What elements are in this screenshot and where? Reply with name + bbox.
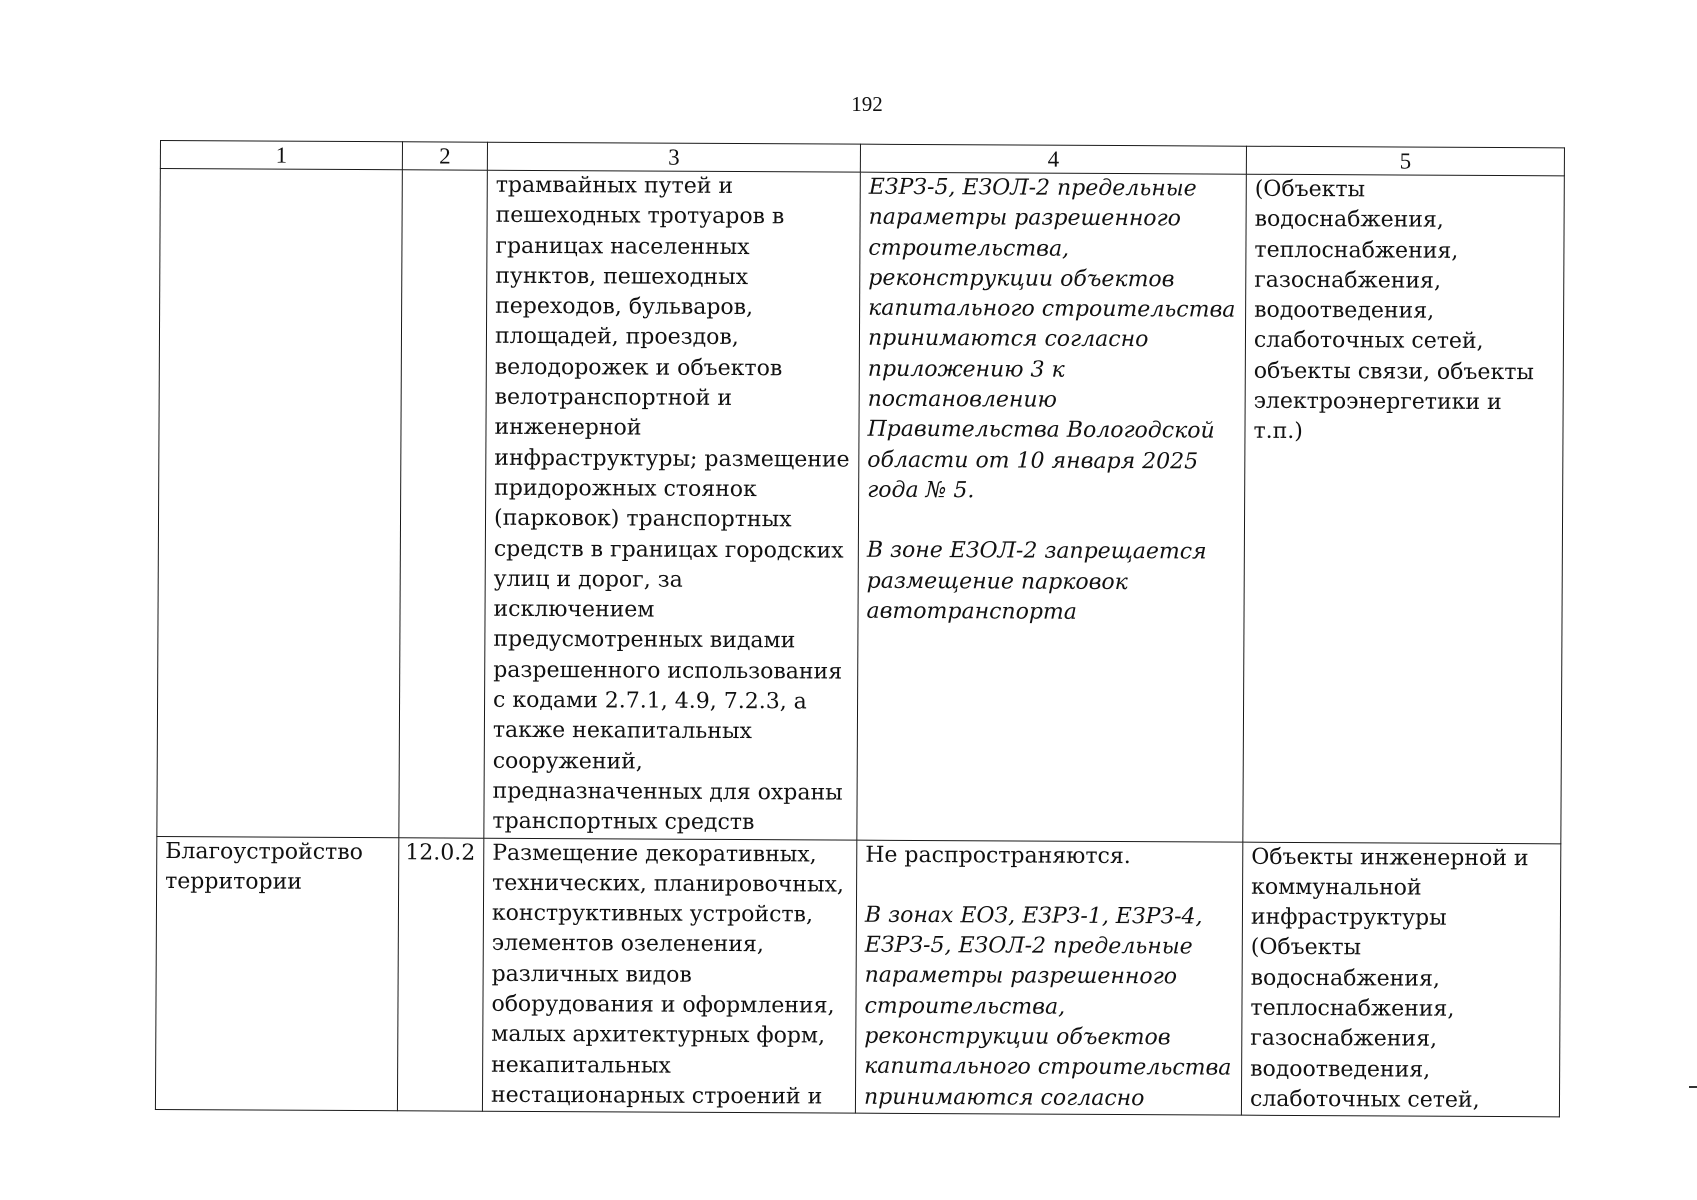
- use-code-cell: [399, 170, 487, 838]
- use-code-cell: 12.0.2: [397, 837, 483, 1111]
- column-header: 4: [860, 144, 1246, 174]
- use-name-cell: Благоустройство территории: [155, 836, 398, 1111]
- parameters-cell: [855, 840, 1242, 1116]
- table-row: [157, 169, 1564, 844]
- zoning-table: [155, 140, 1565, 1118]
- table-row: [155, 836, 1560, 1117]
- margin-mark: [1689, 1086, 1697, 1088]
- column-header: 1: [160, 141, 402, 170]
- column-header: 3: [487, 142, 860, 172]
- parameters-paragraph: Не распространяются.: [865, 842, 1131, 869]
- parameters-cell: [857, 172, 1246, 842]
- page-number: 192: [851, 92, 883, 116]
- column-header: 2: [402, 142, 487, 170]
- use-name-cell: [157, 169, 402, 838]
- use-description-cell: Размещение декоративных, технических, планировочных, конструктивных устройств, элементов озеленения, различных видов оборудования и оформления, малых архитектурных форм, некапитальных нестационарных строений и: [482, 838, 856, 1114]
- objects-cell: (Объекты водоснабжения, теплоснабжения, газоснабжения, водоотведения, слаботочных сетей, объекты связи, объекты электроэнергетики и т.п.): [1243, 174, 1564, 843]
- parameters-paragraph: ЕЗРЗ-5, ЕЗОЛ-2 предельные параметры разрешенного строительства, реконструкции объектов капитального строительства принимаются согласно приложению 3 к постановлению Правительства Вологодской области от 10 января 2025 года № 5.: [867, 174, 1236, 504]
- column-header: 5: [1246, 146, 1564, 176]
- parameters-paragraph: В зонах ЕОЗ, ЕЗРЗ-1, ЕЗРЗ-4, ЕЗРЗ-5, ЕЗОЛ-2 предельные параметры разрешенного строительства, реконструкции объектов капитального строительства принимаются согласно: [863, 902, 1232, 1111]
- use-description-cell: трамвайных путей и пешеходных тротуаров в границах населенных пунктов, пешеходных переходов, бульваров, площадей, проездов, велодорожек и объектов велотранспортной и инженерной инфраструктуры; размещение придорожных стоянок (парковок) транспортных средств в границах городских улиц и дорог, за исключением предусмотренных видами разрешенного использования с кодами 2.7.1, 4.9, 7.2.3, а также некапитальных сооружений, предназначенных для охраны транспортных средств: [484, 170, 860, 839]
- parameters-paragraph: В зоне ЕЗОЛ-2 запрещается размещение парковок автотранспорта: [866, 537, 1207, 625]
- objects-cell: Объекты инженерной и коммунальной инфраструктуры (Объекты водоснабжения, теплоснабжения, газоснабжения, водоотведения, слаботочных сетей,: [1241, 842, 1560, 1117]
